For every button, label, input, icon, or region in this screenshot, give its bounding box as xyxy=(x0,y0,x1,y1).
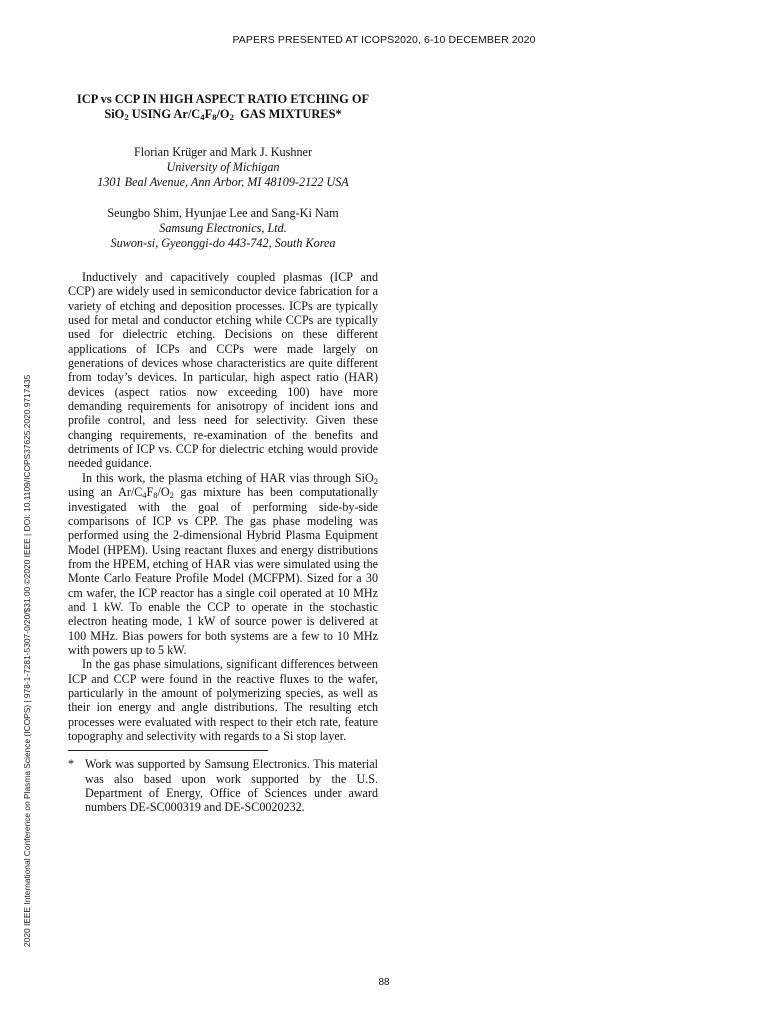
abstract-body xyxy=(68,270,378,743)
paper-title xyxy=(68,92,378,121)
author-affiliation: Samsung Electronics, Ltd. xyxy=(159,221,287,235)
footnote-text: Work was supported by Samsung Electronics. This material was also based upon work supported by the U.S. Department of Energy, Office of Sciences under award numbers DE-SC000319 and DE-SC0020232. xyxy=(85,757,378,815)
paragraph-3: In the gas phase simulations, significant differences between ICP and CCP were found in the reactive fluxes to the wafer, particularly in the amount of polymerizing species, as well as their ion energy and angle distributions. The resulting etch processes were evaluated with respect to their etch rate, feature topography and selectivity with regards to a Si stop layer. xyxy=(68,657,378,743)
title-line-1: ICP vs CCP IN HIGH ASPECT RATIO ETCHING OF xyxy=(76,92,370,106)
page-number: 88 xyxy=(378,977,390,988)
footnote-mark: * xyxy=(68,757,75,772)
copyright-sidebar: 2020 IEEE International Conference on Plasma Science (ICOPS) | 978-1-7281-5307-0/20/$31.00 ©2020 IEEE | DOI: 10.1109/ICOPS37625.2020.9717435 xyxy=(22,374,32,947)
paragraph-1: Inductively and capacitively coupled plasmas (ICP and CCP) are widely used in semiconductor device fabrication for a variety of etching and deposition processes. ICPs are typically used for metal and conductor etching while CCPs are typically used for dielectric etching. Decisions on these different applications of ICPs and CCPs were made largely on generations of devices whose characteristics are quite different from today’s devices. In particular, high aspect ratio (HAR) devices (aspect ratios now exceeding 100) have more demanding requirements for anisotropy of incident ions and profile control, and less need for selectivity. Given these changing requirements, re-examination of the benefits and detriments of ICP vs. CCP for dielectric etching would provide needed guidance. xyxy=(68,270,378,471)
title-line-2: SiO$_2$ USING $Ar/C_4F_8/O_2$ GAS MIXTURES* xyxy=(104,106,342,122)
author-names: Florian Krüger and Mark J. Kushner xyxy=(133,145,313,159)
paragraph-2: In this work, the plasma etching of HAR vias through SiO$_2$ using an $Ar/C_4F_8/O_2$ gas mixture has been computationally investigated with the goal of performing side-by-side comparisons of ICP vs CPP. The gas phase modeling was performed using the 2-dimensional Hybrid Plasma Equipment Model (HPEM). Using reactant fluxes and energy distributions from the HPEM, etching of HAR vias were simulated using the Monte Carlo Feature Profile Model (MCFPM). Sized for a 30 cm wafer, the ICP reactor has a single coil operated at 10 MHz and 1 kW. To enable the CCP to operate in the stochastic electron heating mode, 1 kW of source power is delivered at 100 MHz. Bias powers for both systems are a few to 10 MHz with powers up to 5 kW. xyxy=(68,470,378,657)
main-column xyxy=(68,92,378,815)
author-affiliation: University of Michigan xyxy=(166,160,280,174)
footnote-divider xyxy=(68,750,268,751)
author-block-2 xyxy=(68,206,378,251)
footnote xyxy=(68,757,378,814)
author-address: Suwon-si, Gyeonggi-do 443-742, South Korea xyxy=(110,236,336,250)
author-address: 1301 Beal Avenue, Ann Arbor, MI 48109-2122 USA xyxy=(97,175,349,189)
author-names: Seungbo Shim, Hyunjae Lee and Sang-Ki Nam xyxy=(107,206,339,220)
running-header: PAPERS PRESENTED AT ICOPS2020, 6-10 DECEMBER 2020 xyxy=(232,34,536,46)
author-block-1 xyxy=(68,145,378,190)
